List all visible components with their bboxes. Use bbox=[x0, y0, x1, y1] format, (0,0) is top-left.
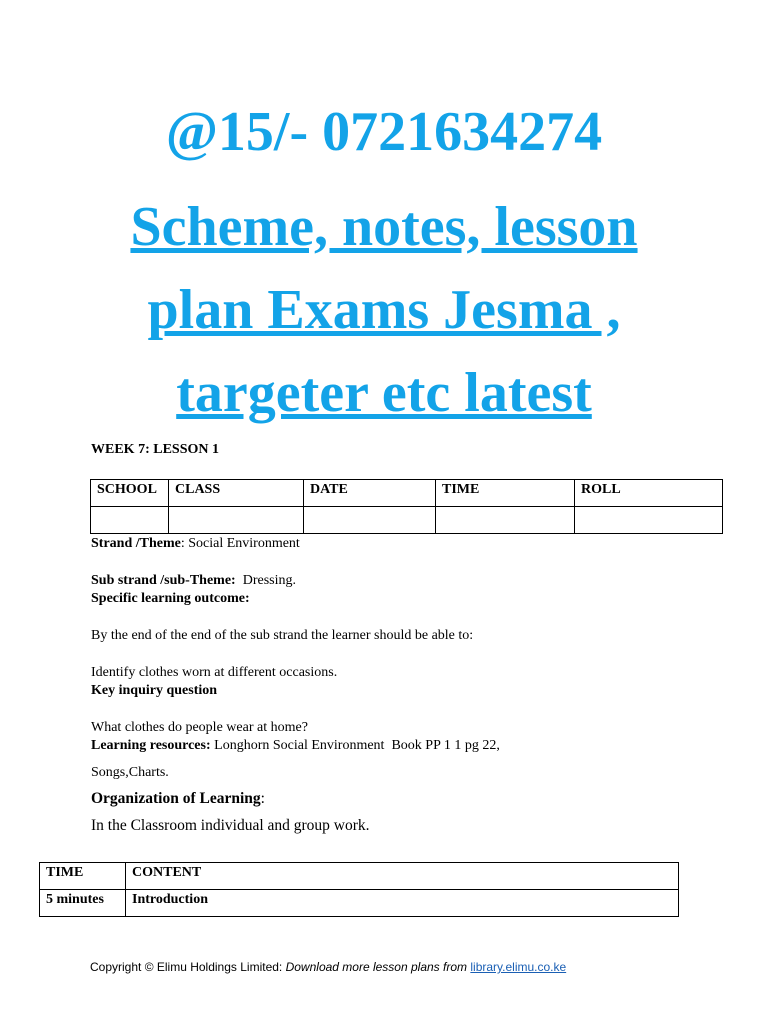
resources-label: Learning resources: bbox=[91, 738, 211, 753]
header-class: CLASS bbox=[169, 480, 304, 507]
footer-download-text: Download more lesson plans from bbox=[285, 960, 471, 974]
value-roll bbox=[575, 507, 723, 534]
info-table-header-row bbox=[91, 480, 723, 507]
header-school: SCHOOL bbox=[91, 480, 169, 507]
header-time: TIME bbox=[40, 863, 126, 890]
promo-phone: @15/- 0721634274 bbox=[165, 101, 603, 163]
resources-value: Longhorn Social Environment Book PP 1 1 pg 22, bbox=[210, 738, 500, 753]
value-time bbox=[436, 507, 575, 534]
inquiry-heading: Key inquiry question bbox=[91, 683, 218, 698]
info-table-value-row bbox=[91, 507, 723, 534]
organization-colon: : bbox=[260, 790, 265, 807]
organization-value: In the Classroom individual and group work. bbox=[91, 817, 370, 834]
resources-line bbox=[91, 737, 500, 755]
inquiry-question: What clothes do people wear at home? bbox=[91, 720, 308, 735]
promo-headline[interactable] bbox=[0, 186, 768, 435]
sub-strand-value: Dressing. bbox=[235, 573, 296, 588]
footer-link[interactable]: library.elimu.co.ke bbox=[470, 960, 567, 974]
outcome-item: Identify clothes worn at different occasions. bbox=[91, 665, 338, 680]
info-table bbox=[90, 479, 723, 534]
header-time: TIME bbox=[436, 480, 575, 507]
value-school bbox=[91, 507, 169, 534]
value-class bbox=[169, 507, 304, 534]
footer bbox=[90, 960, 566, 974]
value-date bbox=[304, 507, 436, 534]
organization-label: Organization of Learning bbox=[91, 790, 261, 807]
outcome-intro: By the end of the end of the sub strand the learner should be able to: bbox=[91, 628, 474, 643]
sub-strand-line bbox=[91, 572, 296, 590]
strand-value: : Social Environment bbox=[180, 536, 300, 551]
organization-line bbox=[91, 790, 265, 808]
week-heading: WEEK 7: LESSON 1 bbox=[91, 442, 219, 457]
resources-continued: Songs,Charts. bbox=[91, 765, 169, 780]
header-date: DATE bbox=[304, 480, 436, 507]
header-content: CONTENT bbox=[126, 863, 679, 890]
row-time: 5 minutes bbox=[40, 890, 126, 917]
sub-strand-label: Sub strand /sub-Theme: bbox=[91, 573, 236, 588]
table-row bbox=[40, 890, 679, 917]
header-roll: ROLL bbox=[575, 480, 723, 507]
lesson-table-header-row bbox=[40, 863, 679, 890]
promo-line-1[interactable]: Scheme, notes, lesson bbox=[130, 196, 638, 258]
promo-line-3[interactable]: targeter etc latest bbox=[176, 362, 592, 424]
outcome-heading: Specific learning outcome: bbox=[91, 591, 250, 606]
footer-copyright: Copyright © Elimu Holdings Limited: bbox=[90, 960, 286, 974]
strand-label: Strand /Theme bbox=[91, 536, 181, 551]
row-content: Introduction bbox=[126, 890, 679, 917]
lesson-table bbox=[39, 862, 679, 917]
promo-line-2[interactable]: plan Exams Jesma , bbox=[147, 279, 621, 341]
strand-line bbox=[91, 535, 300, 553]
